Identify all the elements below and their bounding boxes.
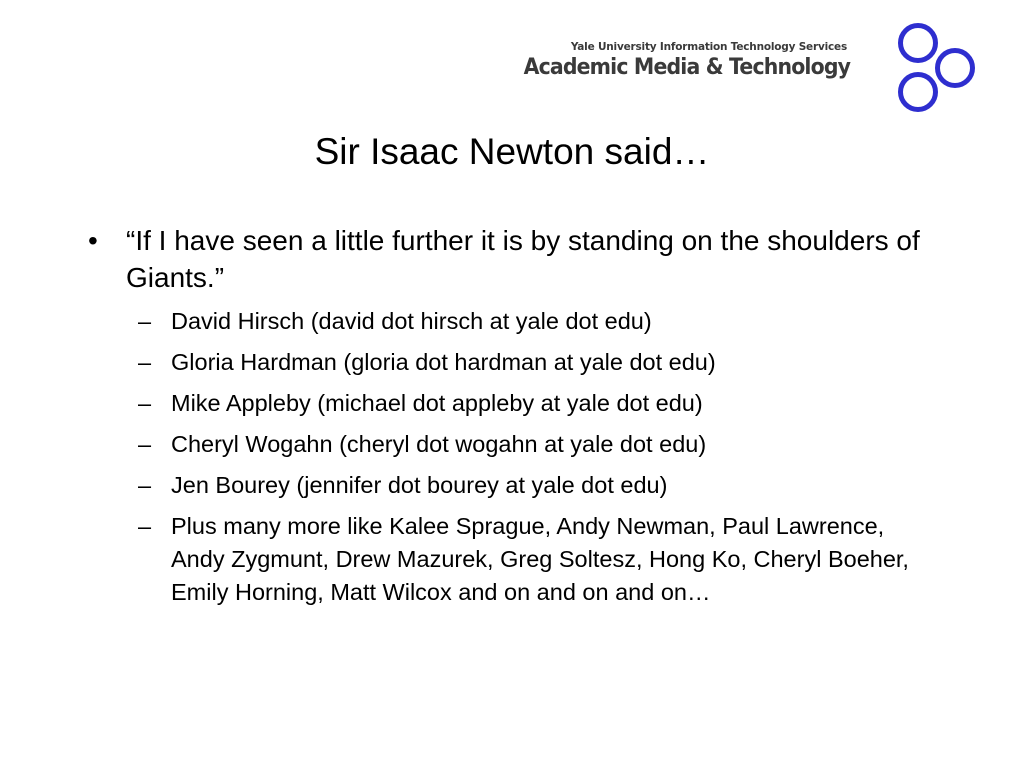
list-item-text: Jen Bourey (jennifer dot bourey at yale dot edu) bbox=[171, 472, 668, 498]
list-item-text: Plus many more like Kalee Sprague, Andy Newman, Paul Lawrence, Andy Zygmunt, Drew Mazurek, Greg Soltesz, Hong Ko, Cheryl Boeher, Emily Horning, Matt Wilcox and on and on and on… bbox=[171, 513, 909, 605]
list-item-text: Gloria Hardman (gloria dot hardman at yale dot edu) bbox=[171, 349, 716, 375]
rings-logo-icon bbox=[896, 22, 978, 114]
logo-ring-top bbox=[901, 26, 936, 61]
dash-marker: – bbox=[138, 390, 152, 416]
list-item-text: Cheryl Wogahn (cheryl dot wogahn at yale dot edu) bbox=[171, 431, 707, 457]
slide-title: Sir Isaac Newton said… bbox=[314, 131, 710, 172]
ams-logo bbox=[523, 22, 988, 114]
list-item bbox=[88, 346, 941, 379]
bullet-list bbox=[88, 222, 948, 617]
logo-text bbox=[499, 40, 850, 82]
list-item bbox=[88, 387, 941, 420]
logo-ring-right bbox=[938, 51, 973, 86]
sub-bullet-list bbox=[88, 305, 948, 609]
list-item-text: David Hirsch (david dot hirsch at yale dot edu) bbox=[171, 308, 652, 334]
list-item bbox=[88, 428, 941, 461]
logo-ring-bottom bbox=[901, 75, 936, 110]
logo-dept-line: Academic Media & Technology bbox=[523, 55, 850, 80]
quote-bullet bbox=[88, 222, 926, 296]
quote-text: “If I have seen a little further it is by standing on the shoulders of Giants.” bbox=[126, 225, 920, 293]
dash-marker: – bbox=[138, 308, 152, 334]
bullet-marker: • bbox=[88, 225, 98, 256]
list-item bbox=[88, 469, 941, 502]
logo-org-line: Yale University Information Technology Services bbox=[570, 41, 847, 53]
dash-marker: – bbox=[138, 472, 152, 498]
dash-marker: – bbox=[138, 513, 152, 539]
list-item bbox=[88, 510, 941, 609]
dash-marker: – bbox=[138, 431, 152, 457]
list-item-text: Mike Appleby (michael dot appleby at yale dot edu) bbox=[171, 390, 703, 416]
dash-marker: – bbox=[138, 349, 152, 375]
list-item bbox=[88, 305, 941, 338]
